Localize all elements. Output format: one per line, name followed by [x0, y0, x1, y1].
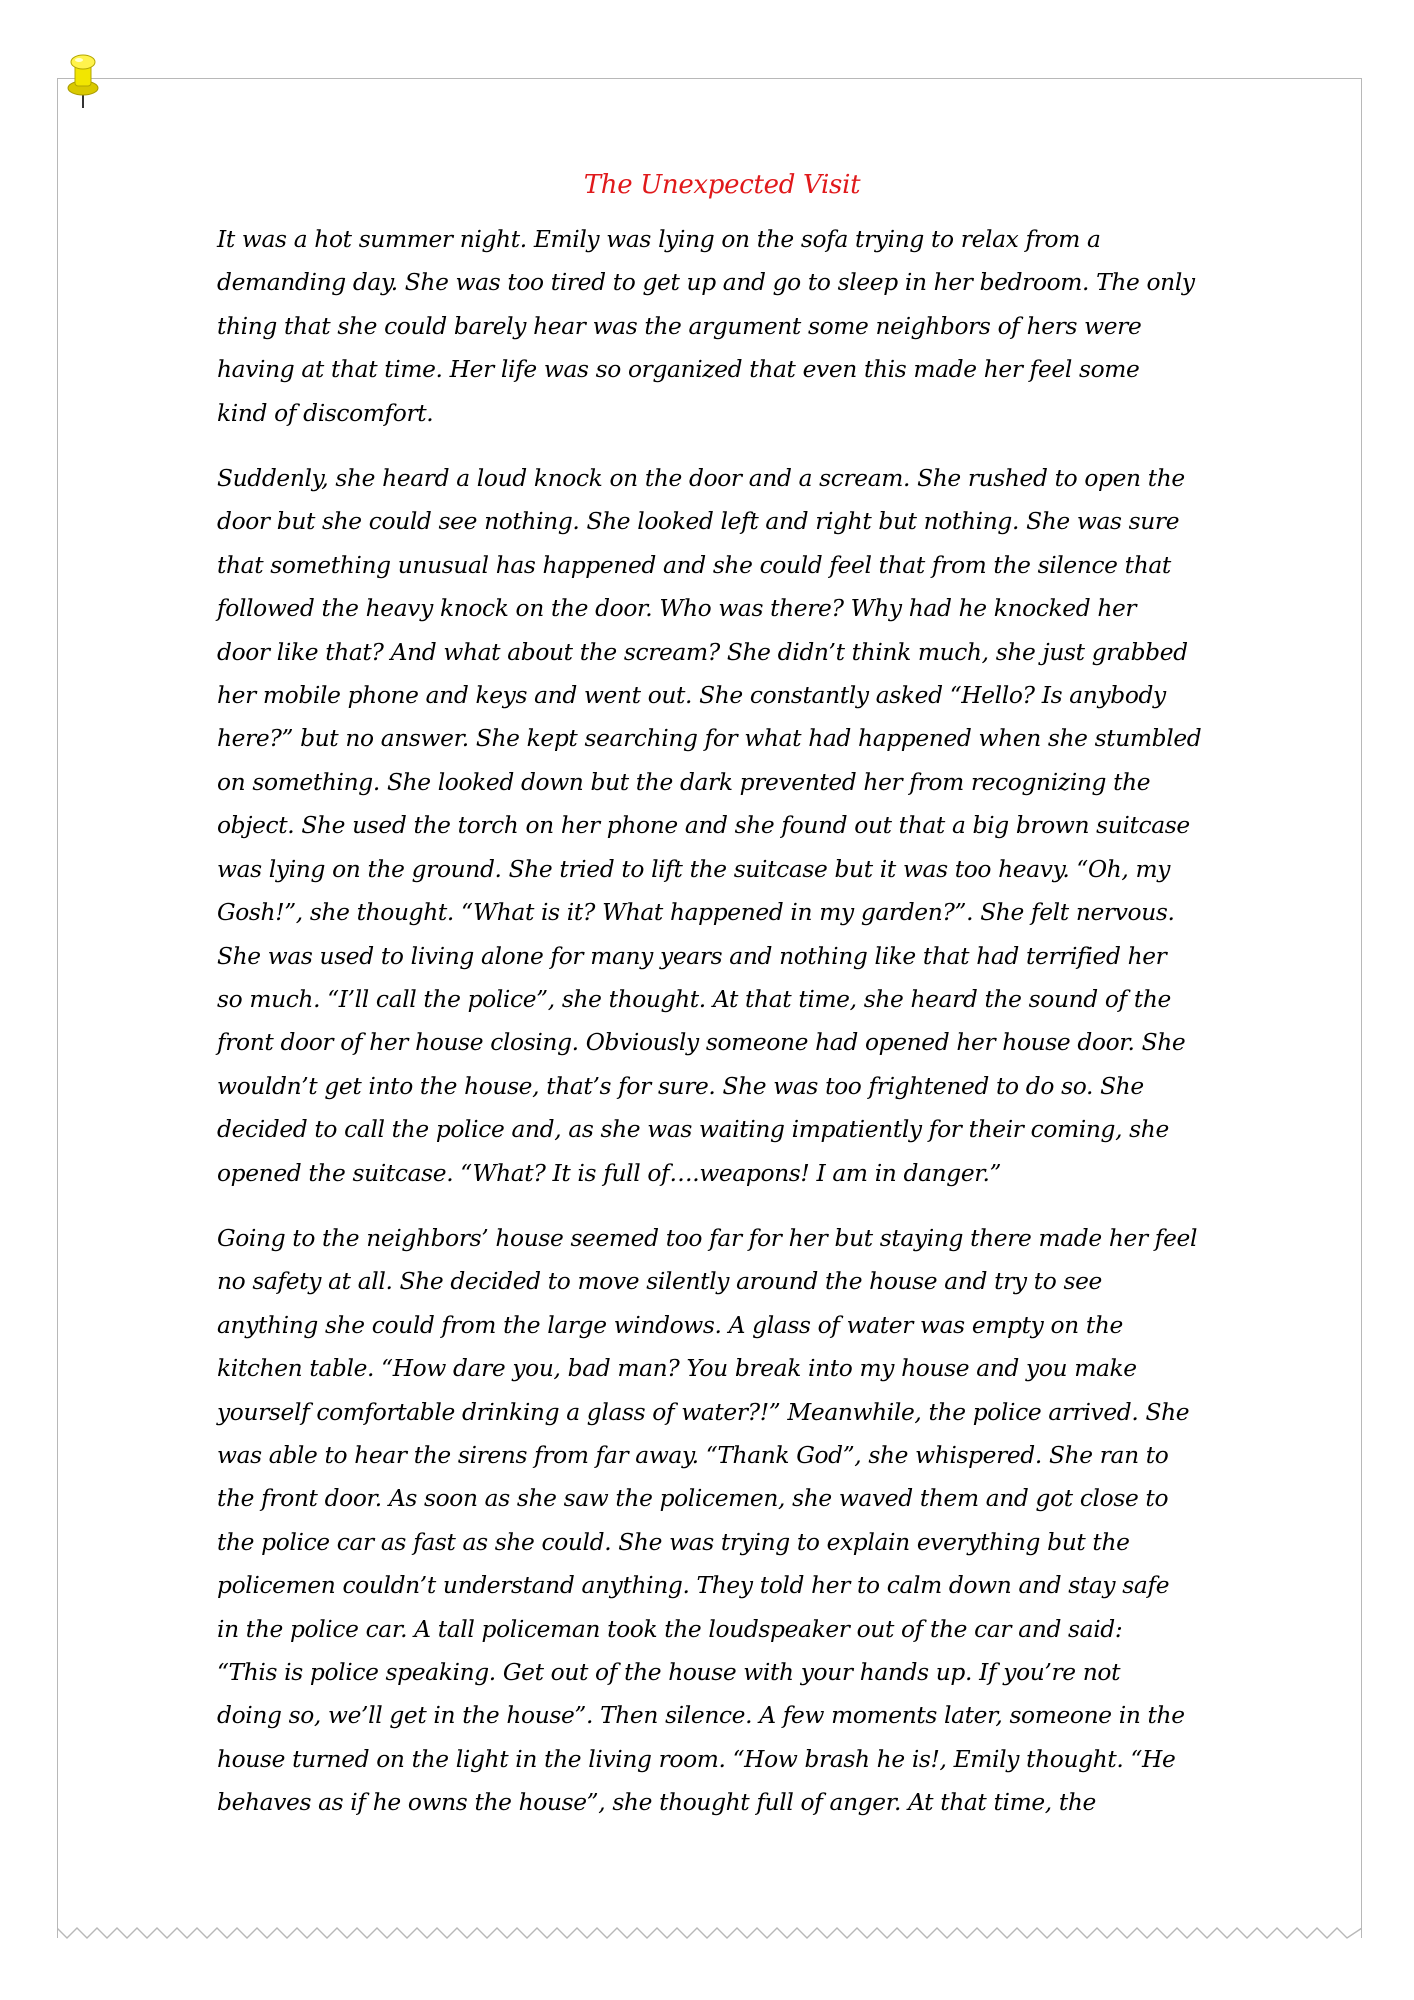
- torn-edge-divider: [57, 1920, 1362, 1950]
- document-body: [217, 170, 1227, 1847]
- pushpin-icon: [62, 50, 102, 112]
- paragraph-1: It was a hot summer night. Emily was lying on the sofa trying to relax from a demanding day. She was too tired to get up and go to sleep in her bedroom. The only thing that she could barely hear was the argument some neighbors of hers were having at that time. Her life was so organized that even this made her feel some kind of discomfort.: [217, 226, 1195, 427]
- paragraph-3: Going to the neighbors’ house seemed too far for her but staying there made her feel no safety at all. She decided to move silently around the house and try to see anything she could from the large windows. A glass of water was empty on the kitchen table. “How dare you, bad man? You break into my house and you make yourself comfortable drinking a glass of water?!” Meanwhile, the police arrived. She was able to hear the sirens from far away. “Thank God”, she whispered. She ran to the front door. As soon as she saw the policemen, she waved them and got close to the police car as fast as she could. She was trying to explain everything but the policemen couldn’t understand anything. They told her to calm down and stay safe in the police car. A tall policeman took the loudspeaker out of the car and said: “This is police speaking. Get out of the house with your hands up. If you’re not doing so, we’ll get in the house”. Then silence. A few moments later, someone in the house turned on the light in the living room. “How brash he is!, Emily thought. “He behaves as if he owns the house”, she thought full of anger. At that time, the: [217, 1224, 1198, 1817]
- paragraph-2: Suddenly, she heard a loud knock on the door and a scream. She rushed to open the door but she could see nothing. She looked left and right but nothing. She was sure that something unusual has happened and she could feel that from the silence that followed the heavy knock on the door. Who was there? Why had he knocked her door like that? And what about the scream? She didn’t think much, she just grabbed her mobile phone and keys and went out. She constantly asked “Hello? Is anybody here?” but no answer. She kept searching for what had happened when she stumbled on something. She looked down but the dark prevented her from recognizing the object. She used the torch on her phone and she found out that a big brown suitcase was lying on the ground. She tried to lift the suitcase but it was too heavy. “Oh, my Gosh!”, she thought. “What is it? What happened in my garden?”. She felt nervous. She was used to living alone for many years and nothing like that had terrified her so much. “I’ll call the police”, she thought. At that time, she heard the sound of the front door of her house closing. Obviously someone had opened her house door. She wouldn’t get into the house, that’s for sure. She was too frightened to do so. She decided to call the police and, as she was waiting impatiently for their coming, she opened the suitcase. “What? It is full of….weapons! I am in danger.”: [217, 465, 1202, 1187]
- document-title: The Unexpected Visit: [583, 170, 861, 200]
